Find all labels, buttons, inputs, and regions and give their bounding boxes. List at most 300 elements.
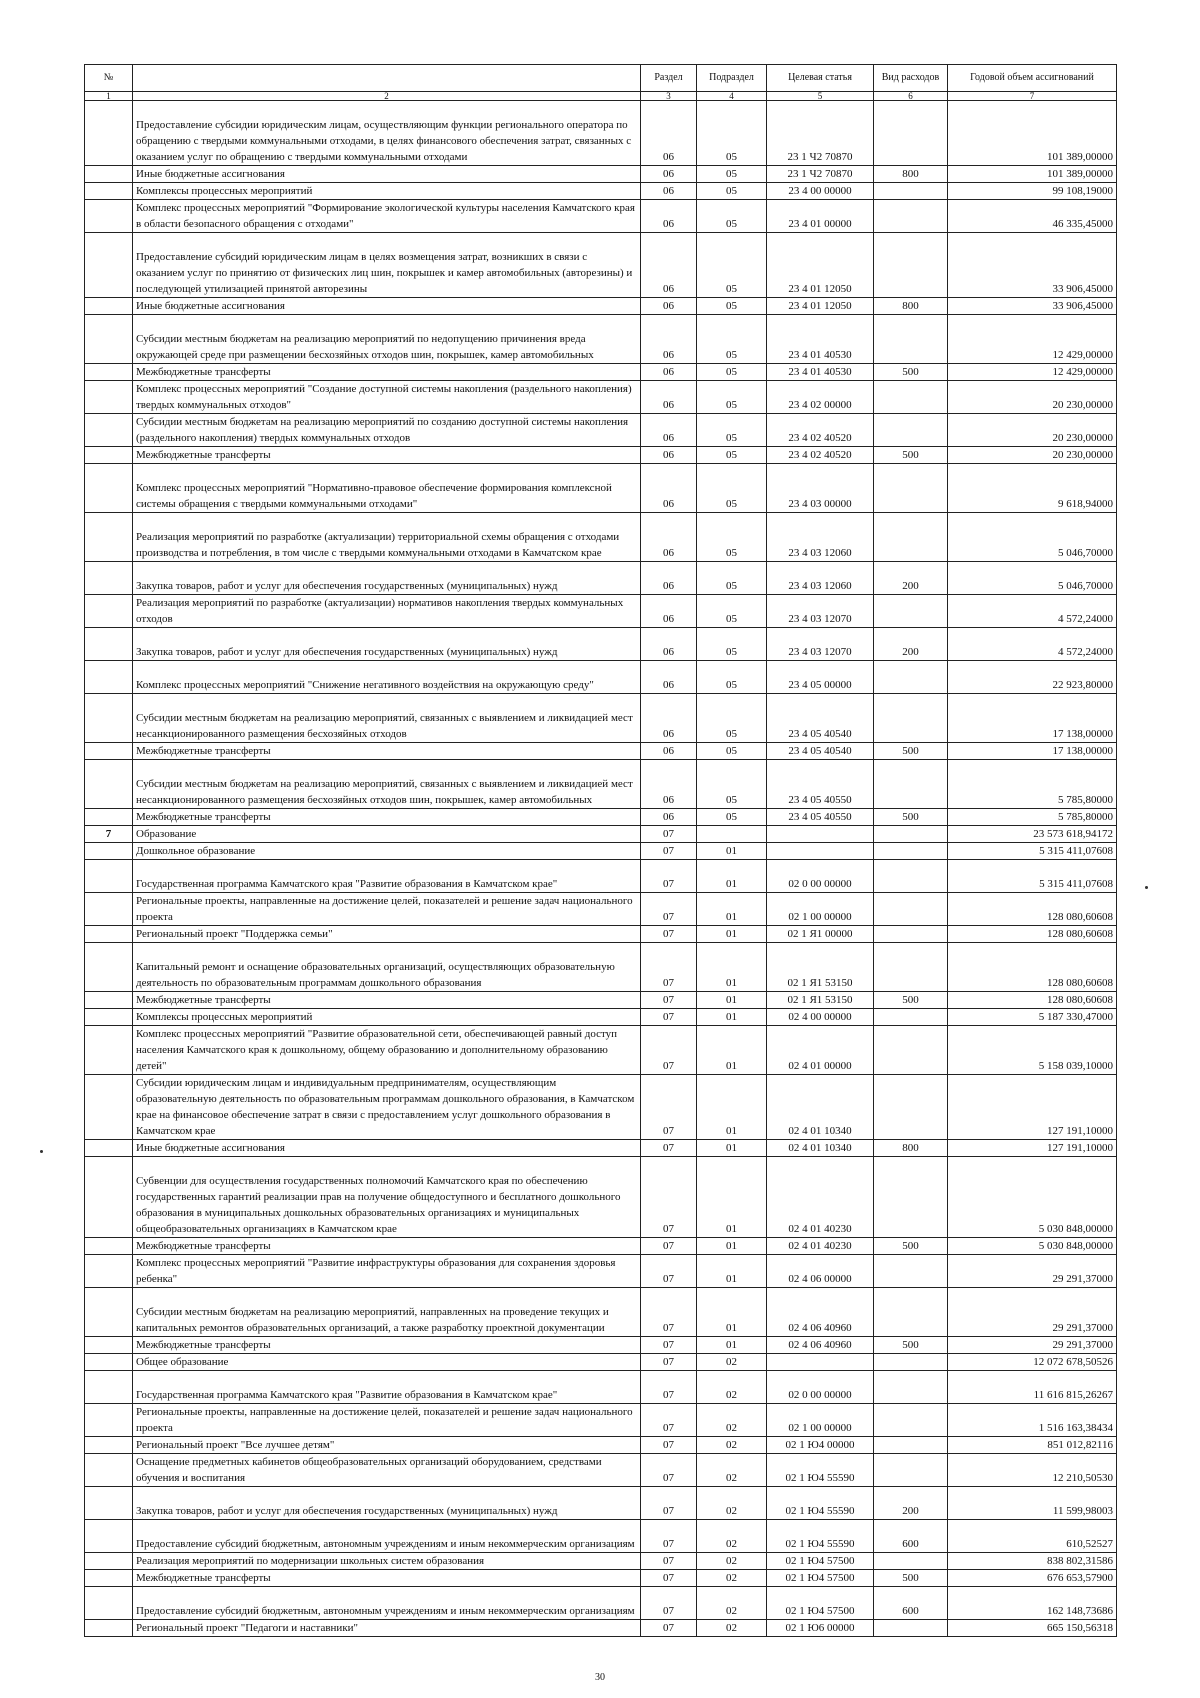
- target-article-cell: [767, 1354, 874, 1371]
- target-article-cell: 23 4 01 40530: [767, 315, 874, 364]
- header-name: [133, 65, 641, 92]
- expense-type-cell: 600: [874, 1587, 948, 1620]
- expense-type-cell: [874, 1026, 948, 1075]
- expense-type-cell: [874, 513, 948, 562]
- razdel-cell: 07: [641, 1587, 697, 1620]
- table-row: [85, 381, 1117, 414]
- row-number: [85, 1026, 133, 1075]
- podrazdel-cell: 05: [697, 661, 767, 694]
- row-number: [85, 381, 133, 414]
- podrazdel-cell: 05: [697, 743, 767, 760]
- item-name-cell: Иные бюджетные ассигнования: [133, 1140, 641, 1157]
- target-article-cell: 23 4 02 40520: [767, 414, 874, 447]
- row-number: [85, 1255, 133, 1288]
- expense-type-cell: [874, 926, 948, 943]
- item-name-cell: Оснащение предметных кабинетов общеобразовательных организаций оборудованием, средствами обучения и воспитания: [133, 1454, 641, 1487]
- table-row: [85, 464, 1117, 513]
- row-number: [85, 513, 133, 562]
- table-row: [85, 1520, 1117, 1553]
- item-name-cell: Иные бюджетные ассигнования: [133, 298, 641, 315]
- expense-type-cell: [874, 381, 948, 414]
- item-name-cell: Предоставление субсидий юридическим лицам в целях возмещения затрат, возникших в связи с оказанием услуг по принятию от физических лиц шин, покрышек и камер автомобильных (авторезины) и последующей утилизацией принятой авторезины: [133, 233, 641, 298]
- row-number: [85, 860, 133, 893]
- row-number: [85, 233, 133, 298]
- podrazdel-cell: 01: [697, 1140, 767, 1157]
- razdel-cell: 07: [641, 1238, 697, 1255]
- item-name-cell: Капитальный ремонт и оснащение образовательных организаций, осуществляющих образовательную деятельность по образовательным программам дошкольного образования: [133, 943, 641, 992]
- annual-volume-cell: 20 230,00000: [948, 381, 1117, 414]
- annual-volume-cell: 29 291,37000: [948, 1288, 1117, 1337]
- item-name-cell: Региональные проекты, направленные на достижение целей, показателей и решение задач национального проекта: [133, 1404, 641, 1437]
- razdel-cell: 06: [641, 661, 697, 694]
- item-name-cell: Субсидии юридическим лицам и индивидуальным предпринимателям, осуществляющим образовательную деятельность по образовательным программам дошкольного образования, в Камчатском крае на финансовое обеспечение затрат в связи с предоставлением услуг дошкольного образования в Камчатском крае: [133, 1075, 641, 1140]
- razdel-cell: 06: [641, 101, 697, 166]
- row-number: [85, 1620, 133, 1637]
- expense-type-cell: [874, 1157, 948, 1238]
- header-num: №: [85, 65, 133, 92]
- item-name-cell: Государственная программа Камчатского края "Развитие образования в Камчатском крае": [133, 860, 641, 893]
- column-index: 2: [133, 92, 641, 101]
- item-name-cell: Межбюджетные трансферты: [133, 1238, 641, 1255]
- annual-volume-cell: 665 150,56318: [948, 1620, 1117, 1637]
- podrazdel-cell: 05: [697, 694, 767, 743]
- table-row: [85, 298, 1117, 315]
- podrazdel-cell: 02: [697, 1570, 767, 1587]
- razdel-cell: 06: [641, 447, 697, 464]
- annual-volume-cell: 12 429,00000: [948, 315, 1117, 364]
- target-article-cell: 23 4 01 40530: [767, 364, 874, 381]
- expense-type-cell: [874, 1371, 948, 1404]
- expense-type-cell: [874, 760, 948, 809]
- annual-volume-cell: 20 230,00000: [948, 447, 1117, 464]
- table-row: [85, 414, 1117, 447]
- target-article-cell: 02 1 Ю4 57500: [767, 1570, 874, 1587]
- podrazdel-cell: 05: [697, 513, 767, 562]
- row-number: [85, 1238, 133, 1255]
- item-name-cell: Общее образование: [133, 1354, 641, 1371]
- item-name-cell: Иные бюджетные ассигнования: [133, 166, 641, 183]
- item-name-cell: Закупка товаров, работ и услуг для обеспечения государственных (муниципальных) нужд: [133, 628, 641, 661]
- razdel-cell: 06: [641, 233, 697, 298]
- razdel-cell: 06: [641, 166, 697, 183]
- annual-volume-cell: 127 191,10000: [948, 1075, 1117, 1140]
- table-row: [85, 595, 1117, 628]
- item-name-cell: Субвенции для осуществления государственных полномочий Камчатского края по обеспечению государственных гарантий реализации прав на получение общедоступного и бесплатного дошкольного образования в муниципальных дошкольных образовательных организациях и муниципальных общеобразовательных организациях в Камчатском крае: [133, 1157, 641, 1238]
- annual-volume-cell: 5 315 411,07608: [948, 860, 1117, 893]
- row-number: [85, 447, 133, 464]
- razdel-cell: 07: [641, 1437, 697, 1454]
- podrazdel-cell: 01: [697, 1026, 767, 1075]
- item-name-cell: Межбюджетные трансферты: [133, 364, 641, 381]
- podrazdel-cell: 01: [697, 1009, 767, 1026]
- row-number: [85, 893, 133, 926]
- annual-volume-cell: 610,52527: [948, 1520, 1117, 1553]
- target-article-cell: [767, 843, 874, 860]
- razdel-cell: 06: [641, 562, 697, 595]
- table-body: [85, 101, 1117, 1637]
- header-expense-type: Вид расходов: [874, 65, 948, 92]
- annual-volume-cell: 20 230,00000: [948, 414, 1117, 447]
- item-name-cell: Закупка товаров, работ и услуг для обеспечения государственных (муниципальных) нужд: [133, 1487, 641, 1520]
- razdel-cell: 07: [641, 860, 697, 893]
- item-name-cell: Предоставление субсидии юридическим лицам, осуществляющим функции регионального оператора по обращению с твердыми коммунальными отходами, в целях финансового обеспечения затрат, связанных с оказанием услуг по обращению с твердыми коммунальными отходами: [133, 101, 641, 166]
- row-number: [85, 1437, 133, 1454]
- annual-volume-cell: 101 389,00000: [948, 166, 1117, 183]
- table-row: [85, 513, 1117, 562]
- expense-type-cell: [874, 1404, 948, 1437]
- expense-type-cell: [874, 843, 948, 860]
- podrazdel-cell: 05: [697, 628, 767, 661]
- item-name-cell: Межбюджетные трансферты: [133, 1337, 641, 1354]
- podrazdel-cell: 02: [697, 1587, 767, 1620]
- item-name-cell: Региональный проект "Все лучшее детям": [133, 1437, 641, 1454]
- podrazdel-cell: 01: [697, 926, 767, 943]
- expense-type-cell: [874, 1553, 948, 1570]
- expense-type-cell: 800: [874, 166, 948, 183]
- podrazdel-cell: 05: [697, 760, 767, 809]
- expense-type-cell: [874, 1075, 948, 1140]
- target-article-cell: 02 4 06 40960: [767, 1288, 874, 1337]
- row-number: [85, 1288, 133, 1337]
- page-number: 30: [595, 1672, 605, 1683]
- podrazdel-cell: 02: [697, 1354, 767, 1371]
- table-row: [85, 694, 1117, 743]
- target-article-cell: 23 4 01 12050: [767, 233, 874, 298]
- podrazdel-cell: 01: [697, 943, 767, 992]
- podrazdel-cell: 05: [697, 364, 767, 381]
- expense-type-cell: [874, 595, 948, 628]
- target-article-cell: 02 0 00 00000: [767, 1371, 874, 1404]
- annual-volume-cell: 5 315 411,07608: [948, 843, 1117, 860]
- expense-type-cell: [874, 464, 948, 513]
- razdel-cell: 06: [641, 809, 697, 826]
- podrazdel-cell: 05: [697, 562, 767, 595]
- annual-volume-cell: 11 616 815,26267: [948, 1371, 1117, 1404]
- annual-volume-cell: 676 653,57900: [948, 1570, 1117, 1587]
- item-name-cell: Субсидии местным бюджетам на реализацию мероприятий по недопущению причинения вреда окружающей среде при размещении бесхозяйных отходов шин, покрышек, камер автомобильных: [133, 315, 641, 364]
- table-row: [85, 233, 1117, 298]
- target-article-cell: 23 4 00 00000: [767, 183, 874, 200]
- razdel-cell: 07: [641, 1140, 697, 1157]
- expense-type-cell: 500: [874, 1238, 948, 1255]
- podrazdel-cell: 01: [697, 1075, 767, 1140]
- row-number: [85, 183, 133, 200]
- table-row: [85, 1620, 1117, 1637]
- target-article-cell: 02 1 Ю4 57500: [767, 1587, 874, 1620]
- item-name-cell: Реализация мероприятий по разработке (актуализации) нормативов накопления твердых коммунальных отходов: [133, 595, 641, 628]
- expense-type-cell: [874, 101, 948, 166]
- target-article-cell: 02 4 01 10340: [767, 1075, 874, 1140]
- budget-table: [84, 64, 1117, 1637]
- razdel-cell: 07: [641, 1570, 697, 1587]
- razdel-cell: 06: [641, 315, 697, 364]
- podrazdel-cell: 01: [697, 1157, 767, 1238]
- item-name-cell: Межбюджетные трансферты: [133, 1570, 641, 1587]
- table-row: [85, 200, 1117, 233]
- table-row: [85, 1437, 1117, 1454]
- razdel-cell: 07: [641, 926, 697, 943]
- table-row: [85, 992, 1117, 1009]
- podrazdel-cell: 05: [697, 298, 767, 315]
- razdel-cell: 07: [641, 1354, 697, 1371]
- annual-volume-cell: 12 429,00000: [948, 364, 1117, 381]
- row-number: [85, 414, 133, 447]
- column-index-row: [85, 92, 1117, 101]
- annual-volume-cell: 46 335,45000: [948, 200, 1117, 233]
- table-row: [85, 1454, 1117, 1487]
- target-article-cell: 23 4 05 40540: [767, 743, 874, 760]
- annual-volume-cell: 128 080,60608: [948, 926, 1117, 943]
- annual-volume-cell: 4 572,24000: [948, 595, 1117, 628]
- expense-type-cell: [874, 1437, 948, 1454]
- table-row: [85, 826, 1117, 843]
- item-name-cell: Региональный проект "Поддержка семьи": [133, 926, 641, 943]
- table-row: [85, 1371, 1117, 1404]
- podrazdel-cell: 02: [697, 1520, 767, 1553]
- row-number: [85, 1454, 133, 1487]
- target-article-cell: 23 4 03 12060: [767, 513, 874, 562]
- razdel-cell: 06: [641, 414, 697, 447]
- table-header-row: [85, 65, 1117, 92]
- target-article-cell: 02 0 00 00000: [767, 860, 874, 893]
- podrazdel-cell: 05: [697, 447, 767, 464]
- table-row: [85, 1075, 1117, 1140]
- expense-type-cell: [874, 183, 948, 200]
- annual-volume-cell: 11 599,98003: [948, 1487, 1117, 1520]
- podrazdel-cell: 05: [697, 464, 767, 513]
- table-row: [85, 364, 1117, 381]
- row-number: [85, 1337, 133, 1354]
- podrazdel-cell: 01: [697, 1255, 767, 1288]
- target-article-cell: 23 4 01 12050: [767, 298, 874, 315]
- target-article-cell: 02 4 06 40960: [767, 1337, 874, 1354]
- expense-type-cell: 500: [874, 364, 948, 381]
- expense-type-cell: [874, 1255, 948, 1288]
- annual-volume-cell: 12 072 678,50526: [948, 1354, 1117, 1371]
- expense-type-cell: 500: [874, 447, 948, 464]
- item-name-cell: Комплекс процессных мероприятий "Развитие инфраструктуры образования для сохранения здоровья ребенка": [133, 1255, 641, 1288]
- row-number: [85, 1553, 133, 1570]
- razdel-cell: 07: [641, 1337, 697, 1354]
- razdel-cell: 07: [641, 1371, 697, 1404]
- annual-volume-cell: 17 138,00000: [948, 743, 1117, 760]
- podrazdel-cell: 02: [697, 1487, 767, 1520]
- table-row: [85, 1009, 1117, 1026]
- table-row: [85, 1487, 1117, 1520]
- target-article-cell: 23 4 05 40540: [767, 694, 874, 743]
- razdel-cell: 07: [641, 1288, 697, 1337]
- target-article-cell: 23 1 Ч2 70870: [767, 101, 874, 166]
- razdel-cell: 07: [641, 1157, 697, 1238]
- table-row: [85, 315, 1117, 364]
- target-article-cell: 02 1 00 00000: [767, 893, 874, 926]
- item-name-cell: Комплексы процессных мероприятий: [133, 183, 641, 200]
- target-article-cell: 02 4 01 00000: [767, 1026, 874, 1075]
- table-row: [85, 562, 1117, 595]
- table-row: [85, 760, 1117, 809]
- razdel-cell: 06: [641, 513, 697, 562]
- row-number: [85, 1009, 133, 1026]
- row-number: [85, 101, 133, 166]
- target-article-cell: [767, 826, 874, 843]
- razdel-cell: 07: [641, 826, 697, 843]
- row-number: [85, 661, 133, 694]
- annual-volume-cell: 5 785,80000: [948, 760, 1117, 809]
- podrazdel-cell: 05: [697, 414, 767, 447]
- target-article-cell: 02 1 Я1 00000: [767, 926, 874, 943]
- row-number: [85, 1404, 133, 1437]
- razdel-cell: 07: [641, 1454, 697, 1487]
- item-name-cell: Межбюджетные трансферты: [133, 447, 641, 464]
- podrazdel-cell: 02: [697, 1553, 767, 1570]
- expense-type-cell: [874, 694, 948, 743]
- header-razdel: Раздел: [641, 65, 697, 92]
- podrazdel-cell: 01: [697, 893, 767, 926]
- expense-type-cell: 500: [874, 743, 948, 760]
- table-row: [85, 628, 1117, 661]
- target-article-cell: 23 4 01 00000: [767, 200, 874, 233]
- table-row: [85, 843, 1117, 860]
- row-number: [85, 1371, 133, 1404]
- razdel-cell: 06: [641, 200, 697, 233]
- razdel-cell: 07: [641, 893, 697, 926]
- item-name-cell: Комплекс процессных мероприятий "Развитие образовательной сети, обеспечивающей равный доступ населения Камчатского края к дошкольному, общему образованию и дополнительному образованию детей": [133, 1026, 641, 1075]
- scan-speck: [1145, 886, 1148, 889]
- podrazdel-cell: 01: [697, 843, 767, 860]
- item-name-cell: Субсидии местным бюджетам на реализацию мероприятий, связанных с выявлением и ликвидацией мест несанкционированного размещения бесхозяйных отходов: [133, 694, 641, 743]
- row-number: [85, 926, 133, 943]
- expense-type-cell: 500: [874, 809, 948, 826]
- expense-type-cell: [874, 315, 948, 364]
- column-index: 5: [767, 92, 874, 101]
- expense-type-cell: 500: [874, 1570, 948, 1587]
- podrazdel-cell: 05: [697, 200, 767, 233]
- item-name-cell: Комплекс процессных мероприятий "Создание доступной системы накопления (раздельного накопления) твердых коммунальных отходов": [133, 381, 641, 414]
- target-article-cell: 02 1 Ю4 55590: [767, 1454, 874, 1487]
- row-number: [85, 992, 133, 1009]
- row-number: [85, 1157, 133, 1238]
- annual-volume-cell: 838 802,31586: [948, 1553, 1117, 1570]
- row-number: [85, 364, 133, 381]
- table-row: [85, 1354, 1117, 1371]
- annual-volume-cell: 5 046,70000: [948, 513, 1117, 562]
- razdel-cell: 07: [641, 1009, 697, 1026]
- item-name-cell: Дошкольное образование: [133, 843, 641, 860]
- podrazdel-cell: 02: [697, 1454, 767, 1487]
- table-row: [85, 860, 1117, 893]
- row-number: 7: [85, 826, 133, 843]
- annual-volume-cell: 5 046,70000: [948, 562, 1117, 595]
- annual-volume-cell: 162 148,73686: [948, 1587, 1117, 1620]
- row-number: [85, 166, 133, 183]
- razdel-cell: 07: [641, 1075, 697, 1140]
- razdel-cell: 06: [641, 381, 697, 414]
- podrazdel-cell: 05: [697, 381, 767, 414]
- target-article-cell: 23 4 05 40550: [767, 760, 874, 809]
- podrazdel-cell: 01: [697, 860, 767, 893]
- annual-volume-cell: 4 572,24000: [948, 628, 1117, 661]
- table-row: [85, 1587, 1117, 1620]
- row-number: [85, 943, 133, 992]
- podrazdel-cell: 05: [697, 183, 767, 200]
- expense-type-cell: 800: [874, 298, 948, 315]
- razdel-cell: 07: [641, 1520, 697, 1553]
- expense-type-cell: [874, 1454, 948, 1487]
- podrazdel-cell: 01: [697, 1337, 767, 1354]
- expense-type-cell: 500: [874, 1337, 948, 1354]
- column-index: 6: [874, 92, 948, 101]
- item-name-cell: Региональные проекты, направленные на достижение целей, показателей и решение задач национального проекта: [133, 893, 641, 926]
- row-number: [85, 1570, 133, 1587]
- annual-volume-cell: 1 516 163,38434: [948, 1404, 1117, 1437]
- item-name-cell: Субсидии местным бюджетам на реализацию мероприятий по созданию доступной системы накопления (раздельного накопления) твердых коммунальных отходов: [133, 414, 641, 447]
- razdel-cell: 07: [641, 1553, 697, 1570]
- expense-type-cell: 200: [874, 562, 948, 595]
- item-name-cell: Реализация мероприятий по разработке (актуализации) территориальной схемы обращения с отходами производства и потребления, в том числе с твердыми коммунальными отходами в Камчатском крае: [133, 513, 641, 562]
- table-row: [85, 1157, 1117, 1238]
- annual-volume-cell: 99 108,19000: [948, 183, 1117, 200]
- podrazdel-cell: 05: [697, 233, 767, 298]
- column-index: 1: [85, 92, 133, 101]
- razdel-cell: 06: [641, 183, 697, 200]
- target-article-cell: 23 4 03 12070: [767, 628, 874, 661]
- annual-volume-cell: 5 158 039,10000: [948, 1026, 1117, 1075]
- header-podrazdel: Подраздел: [697, 65, 767, 92]
- annual-volume-cell: 5 030 848,00000: [948, 1238, 1117, 1255]
- row-number: [85, 1520, 133, 1553]
- razdel-cell: 07: [641, 1620, 697, 1637]
- podrazdel-cell: 01: [697, 1288, 767, 1337]
- table-row: [85, 183, 1117, 200]
- expense-type-cell: [874, 1288, 948, 1337]
- table-row: [85, 1238, 1117, 1255]
- table-row: [85, 447, 1117, 464]
- razdel-cell: 07: [641, 943, 697, 992]
- podrazdel-cell: 02: [697, 1437, 767, 1454]
- row-number: [85, 464, 133, 513]
- expense-type-cell: [874, 200, 948, 233]
- podrazdel-cell: 05: [697, 101, 767, 166]
- razdel-cell: 06: [641, 464, 697, 513]
- row-number: [85, 1075, 133, 1140]
- row-number: [85, 1140, 133, 1157]
- annual-volume-cell: 5 030 848,00000: [948, 1157, 1117, 1238]
- annual-volume-cell: 22 923,80000: [948, 661, 1117, 694]
- row-number: [85, 595, 133, 628]
- table-row: [85, 893, 1117, 926]
- annual-volume-cell: 9 618,94000: [948, 464, 1117, 513]
- razdel-cell: 07: [641, 992, 697, 1009]
- annual-volume-cell: 33 906,45000: [948, 233, 1117, 298]
- target-article-cell: 23 4 02 00000: [767, 381, 874, 414]
- target-article-cell: 02 1 Ю4 00000: [767, 1437, 874, 1454]
- annual-volume-cell: 101 389,00000: [948, 101, 1117, 166]
- target-article-cell: 02 4 01 10340: [767, 1140, 874, 1157]
- item-name-cell: Субсидии местным бюджетам на реализацию мероприятий, связанных с выявлением и ликвидацией мест несанкционированного размещения бесхозяйных отходов шин, покрышек, камер автомобильных: [133, 760, 641, 809]
- table-row: [85, 1255, 1117, 1288]
- annual-volume-cell: 17 138,00000: [948, 694, 1117, 743]
- annual-volume-cell: 128 080,60608: [948, 893, 1117, 926]
- expense-type-cell: [874, 860, 948, 893]
- annual-volume-cell: 29 291,37000: [948, 1255, 1117, 1288]
- annual-volume-cell: 127 191,10000: [948, 1140, 1117, 1157]
- row-number: [85, 1487, 133, 1520]
- row-number: [85, 694, 133, 743]
- table-row: [85, 1026, 1117, 1075]
- table-row: [85, 1288, 1117, 1337]
- target-article-cell: 02 4 00 00000: [767, 1009, 874, 1026]
- expense-type-cell: [874, 661, 948, 694]
